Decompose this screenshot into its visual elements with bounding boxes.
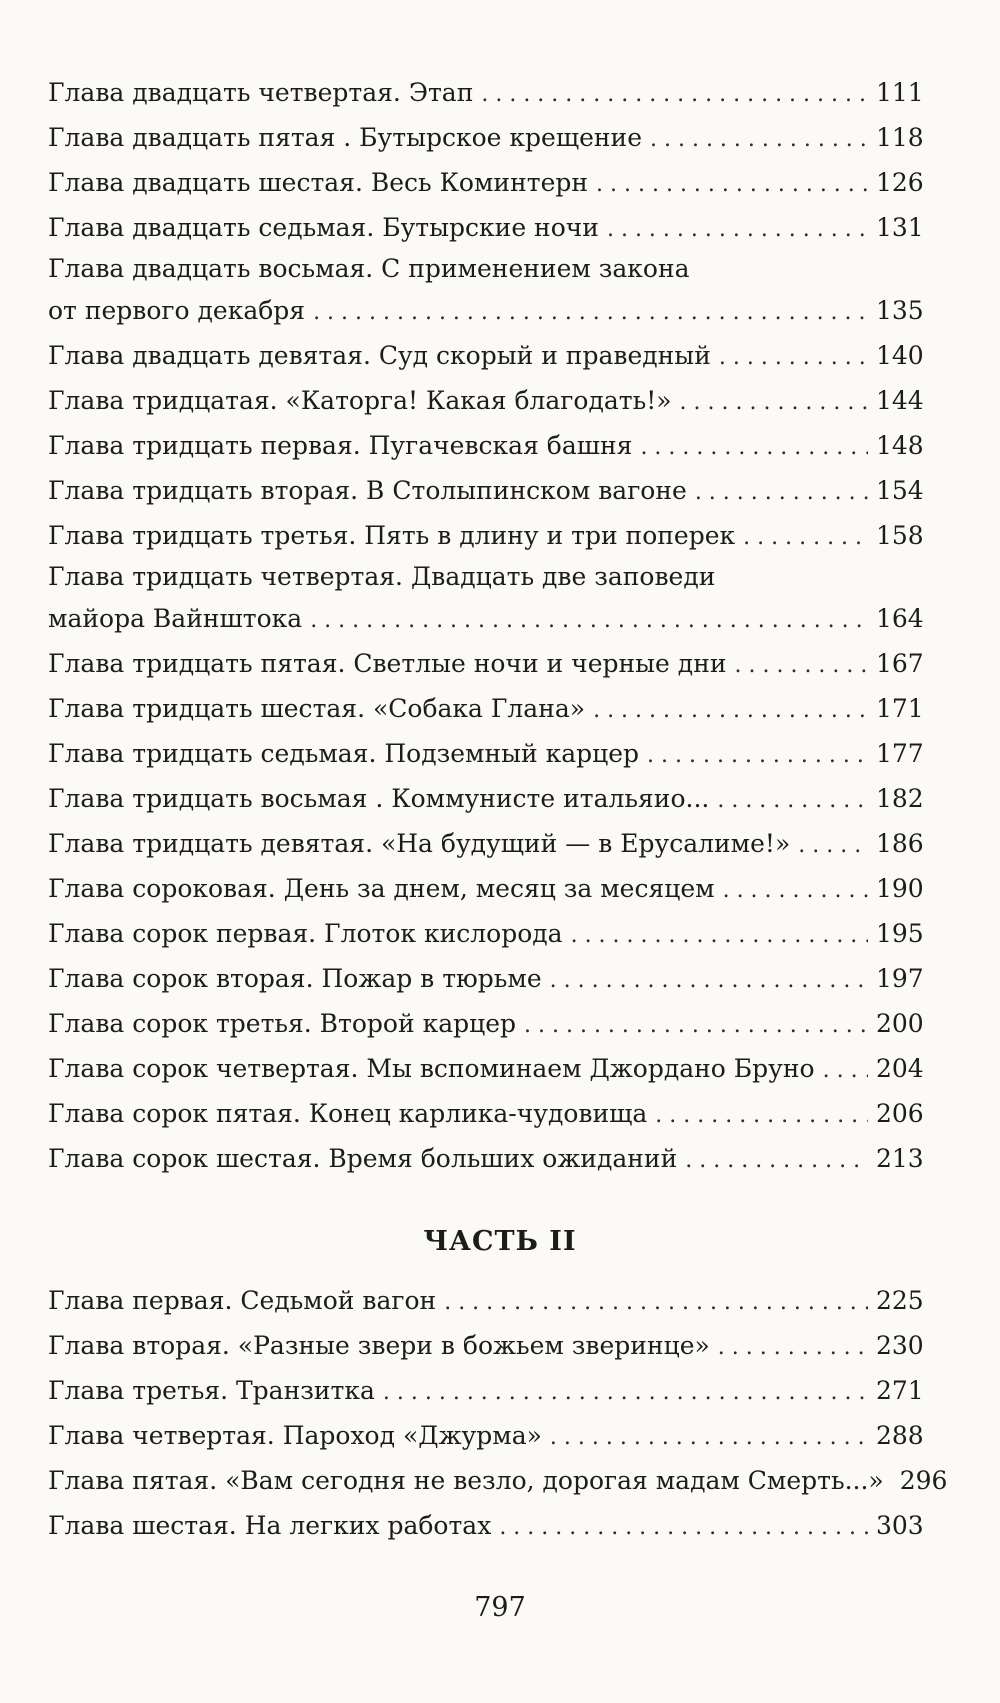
dot-leader: [524, 1003, 868, 1048]
toc-entry-title: Глава шестая. На легких работах: [48, 1511, 492, 1540]
toc-entry: [48, 1001, 924, 1046]
toc-entry: [48, 378, 924, 423]
toc-entry-title: Глава сороковая. День за днем, месяц за месяцем: [48, 874, 715, 903]
dot-leader: [718, 1325, 868, 1370]
toc-entry-title: Глава сорок первая. Глоток кислорода: [48, 919, 563, 948]
dot-leader: [499, 1505, 868, 1550]
toc-entry: [48, 1278, 924, 1323]
toc-entry: [48, 821, 924, 866]
toc-entry: [48, 423, 924, 468]
toc-part2-list: [48, 1278, 948, 1548]
dot-leader: [607, 207, 868, 252]
dot-leader: [723, 868, 868, 913]
toc-entry-title: Глава двадцать пятая . Бутырское крещение: [48, 123, 642, 152]
toc-entry-title: Глава тридцать вторая. В Столыпинском вагоне: [48, 476, 687, 505]
page-number: 797: [474, 1592, 526, 1623]
dot-leader: [798, 823, 868, 868]
dot-leader: [680, 380, 868, 425]
dot-leader: [640, 425, 868, 470]
toc-entry: [48, 956, 924, 1001]
toc-entry-title: Глава сорок третья. Второй карцер: [48, 1009, 517, 1038]
toc-entry: [48, 686, 924, 731]
toc-entry: [48, 1368, 924, 1413]
toc-entry: [48, 911, 924, 956]
toc-entry-page: 144: [876, 386, 924, 415]
toc-entry-title: Глава двадцать четвертая. Этап: [48, 78, 474, 107]
toc-entry-page: 271: [876, 1376, 924, 1405]
part-heading: ЧАСТЬ II: [423, 1226, 577, 1257]
toc-entry-page: 186: [876, 829, 924, 858]
dot-leader: [550, 958, 868, 1003]
toc-entry: [48, 115, 924, 160]
toc-entry-page: 158: [876, 521, 924, 550]
toc-entry-page: 118: [876, 123, 924, 152]
toc-part1-list: [48, 70, 924, 1181]
toc-entry: [48, 160, 924, 205]
toc-entry: [48, 1458, 948, 1503]
toc-entry-title: Глава двадцать девятая. Суд скорый и праведный: [48, 341, 711, 370]
toc-entry-title: Глава сорок пятая. Конец карлика-чудовища: [48, 1099, 648, 1128]
dot-leader: [444, 1280, 868, 1325]
dot-leader: [593, 688, 868, 733]
toc-entry: [48, 1136, 924, 1181]
dot-leader: [310, 598, 868, 643]
toc-entry: [48, 731, 924, 776]
toc-entry: [48, 1413, 924, 1458]
toc-entry-page: 126: [876, 168, 924, 197]
dot-leader: [313, 290, 868, 335]
toc-entry: [48, 641, 924, 686]
toc-entry-title: Глава четвертая. Пароход «Джурма»: [48, 1421, 542, 1450]
toc-entry: [48, 1323, 924, 1368]
toc-entry-page: 288: [876, 1421, 924, 1450]
dot-leader: [685, 1138, 868, 1183]
dot-leader: [655, 1093, 868, 1138]
dot-leader: [550, 1415, 868, 1460]
toc-entry-title: Глава сорок четвертая. Мы вспоминаем Джордано Бруно: [48, 1054, 815, 1083]
dot-leader: [596, 162, 868, 207]
toc-entry-title: Глава тридцать первая. Пугачевская башня: [48, 431, 633, 460]
toc-entry-page: 182: [876, 784, 924, 813]
toc-entry: [48, 513, 924, 558]
dot-leader: [743, 515, 868, 560]
toc-entry-title: Глава вторая. «Разные звери в божьем зверинце»: [48, 1331, 710, 1360]
dot-leader: [695, 470, 868, 515]
toc-entry-page: 230: [876, 1331, 924, 1360]
dot-leader: [650, 117, 868, 162]
toc-entry-page: 177: [876, 739, 924, 768]
toc-entry-title: Глава тридцать восьмая . Коммунисте итальяио...: [48, 784, 710, 813]
toc-entry: [48, 1046, 924, 1091]
toc-entry-page: 200: [876, 1009, 924, 1038]
toc-entry-page: 195: [876, 919, 924, 948]
toc-entry-page: 167: [876, 649, 924, 678]
toc-entry-page: 213: [876, 1144, 924, 1173]
toc-entry-title: майора Вайнштока: [48, 604, 303, 633]
dot-leader: [647, 733, 868, 778]
toc-entry-title: Глава третья. Транзитка: [48, 1376, 375, 1405]
toc-entry-title: Глава первая. Седьмой вагон: [48, 1286, 437, 1315]
toc-entry: [48, 558, 924, 641]
toc-entry: [48, 1503, 924, 1548]
toc-entry: [48, 1091, 924, 1136]
toc-entry-page: 135: [876, 296, 924, 325]
toc-entry-title: Глава сорок вторая. Пожар в тюрьме: [48, 964, 542, 993]
toc-entry: [48, 333, 924, 378]
toc-entry-page: 140: [876, 341, 924, 370]
toc-entry-page: 171: [876, 694, 924, 723]
toc-entry: [48, 866, 924, 911]
dot-leader: [717, 778, 868, 823]
toc-entry: [48, 776, 924, 821]
toc-entry-page: 197: [876, 964, 924, 993]
toc-entry-page: 204: [876, 1054, 924, 1083]
toc-entry-page: 225: [876, 1286, 924, 1315]
toc-entry-page: 303: [876, 1511, 924, 1540]
toc-entry-title: Глава тридцать пятая. Светлые ночи и черные дни: [48, 649, 727, 678]
toc-entry-page: 148: [876, 431, 924, 460]
toc-entry-title: Глава тридцатая. «Каторга! Какая благодать!»: [48, 386, 672, 415]
toc-entry-page: 206: [876, 1099, 924, 1128]
toc-entry-title-line1: Глава двадцать восьмая. С применением закона: [48, 254, 690, 283]
toc-entry-title: Глава тридцать девятая. «На будущий — в Ерусалиме!»: [48, 829, 791, 858]
toc-entry-page: 131: [876, 213, 924, 242]
toc-entry: [48, 70, 924, 115]
toc-entry-title: Глава тридцать третья. Пять в длину и три поперек: [48, 521, 736, 550]
toc-entry-page: 190: [876, 874, 924, 903]
dot-leader: [571, 913, 868, 958]
toc-entry: [48, 468, 924, 513]
toc-entry-title: Глава тридцать шестая. «Собака Глана»: [48, 694, 586, 723]
dot-leader: [823, 1048, 868, 1093]
toc-entry-page: 111: [876, 78, 924, 107]
dot-leader: [735, 643, 868, 688]
dot-leader: [383, 1370, 868, 1415]
toc-entry-page: 296: [899, 1466, 948, 1495]
dot-leader: [719, 335, 868, 380]
toc-entry-title: Глава двадцать седьмая. Бутырские ночи: [48, 213, 599, 242]
toc-entry-title: Глава двадцать шестая. Весь Коминтерн: [48, 168, 589, 197]
toc-entry-title: Глава сорок шестая. Время больших ожиданий: [48, 1144, 678, 1173]
toc-entry-page: 164: [876, 604, 924, 633]
dot-leader: [481, 72, 868, 117]
toc-entry-title-line1: Глава тридцать четвертая. Двадцать две заповеди: [48, 562, 716, 591]
toc-entry-title: от первого декабря: [48, 296, 306, 325]
toc-entry-title: Глава пятая. «Вам сегодня не везло, дорогая мадам Смерть...»: [48, 1466, 884, 1495]
toc-entry: [48, 250, 924, 333]
toc-entry: [48, 205, 924, 250]
toc-entry-page: 154: [876, 476, 924, 505]
toc-entry-title: Глава тридцать седьмая. Подземный карцер: [48, 739, 640, 768]
